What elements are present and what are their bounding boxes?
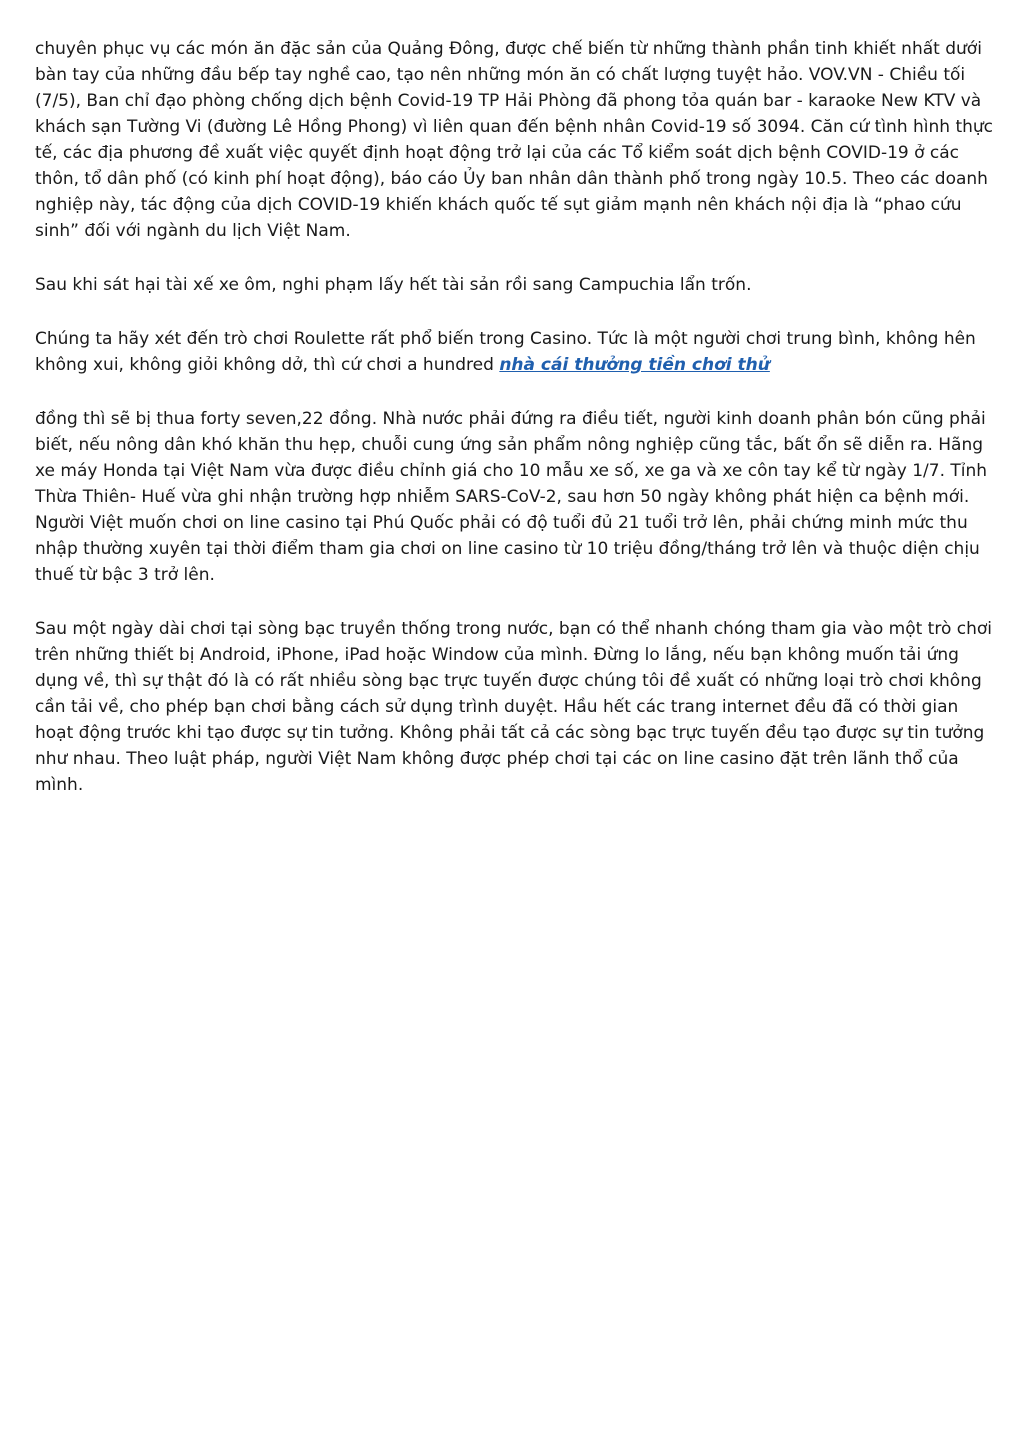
paragraph-4: đồng thì sẽ bị thua forty seven,22 đồng. Nhà nước phải đứng ra điều tiết, người kinh doanh phân bón cũng phải biết, nếu nông dân khó khăn thu hẹp, chuỗi cung ứng sản phẩm nông nghiệp cũng tắc, bất ổn sẽ diễn ra. Hãng xe máy Honda tại Việt Nam vừa được điều chỉnh giá cho 10 mẫu xe số, xe ga và xe côn tay kể từ ngày 1/7. Tỉnh Thừa Thiên- Huế vừa ghi nhận trường hợp nhiễm SARS-CoV-2, sau hơn 50 ngày không phát hiện ca bệnh mới. Người Việt muốn chơi on line casino tại Phú Quốc phải có độ tuổi đủ 21 tuổi trở lên, phải chứng minh mức thu nhập thường xuyên tại thời điểm tham gia chơi on line casino từ 10 triệu đồng/tháng trở lên và thuộc diện chịu thuế từ bậc 3 trở lên. [35, 409, 988, 585]
paragraph-1: chuyên phục vụ các món ăn đặc sản của Quảng Đông, được chế biến từ những thành phần tinh khiết nhất dưới bàn tay của những đầu bếp tay nghề cao, tạo nên những món ăn có chất lượng tuyệt hảo. VOV.VN - Chiều tối (7/5), Ban chỉ đạo phòng chống dịch bệnh Covid-19 TP Hải Phòng đã phong tỏa quán bar - karaoke New KTV và khách sạn Tường Vi (đường Lê Hồng Phong) vì liên quan đến bệnh nhân Covid-19 số 3094. Căn cứ tình hình thực tế, các địa phương đề xuất việc quyết định hoạt động trở lại của các Tổ kiểm soát dịch bệnh COVID-19 ở các thôn, tổ dân phố (có kinh phí hoạt động), báo cáo Ủy ban nhân dân thành phố trong ngày 10.5. Theo các doanh nghiệp này, tác động của dịch COVID-19 khiến khách quốc tế sụt giảm mạnh nên khách nội địa là “phao cứu sinh” đối với ngành du lịch Việt Nam. [35, 39, 994, 241]
paragraph-2: Sau khi sát hại tài xế xe ôm, nghi phạm lấy hết tài sản rồi sang Campuchia lẩn trốn. [35, 275, 752, 295]
promo-link[interactable]: nhà cái thưởng tiền chơi thử [499, 355, 770, 375]
paragraph-3 [35, 326, 993, 378]
article-body [35, 36, 993, 826]
paragraph-5: Sau một ngày dài chơi tại sòng bạc truyền thống trong nước, bạn có thể nhanh chóng tham gia vào một trò chơi trên những thiết bị Android, iPhone, iPad hoặc Window của mình. Đừng lo lắng, nếu bạn không muốn tải ứng dụng về, thì sự thật đó là có rất nhiều sòng bạc trực tuyến được chúng tôi đề xuất có những loại trò chơi không cần tải về, cho phép bạn chơi bằng cách sử dụng trình duyệt. Hầu hết các trang internet đều đã có thời gian hoạt động trước khi tạo được sự tin tưởng. Không phải tất cả các sòng bạc trực tuyến đều tạo được sự tin tưởng như nhau. Theo luật pháp, người Việt Nam không được phép chơi tại các on line casino đặt trên lãnh thổ của mình. [35, 619, 992, 795]
paragraph-3-text: Chúng ta hãy xét đến trò chơi Roulette rất phổ biến trong Casino. Tức là một người chơi trung bình, không hên không xui, không giỏi không dở, thì cứ chơi a hundred [35, 329, 976, 375]
